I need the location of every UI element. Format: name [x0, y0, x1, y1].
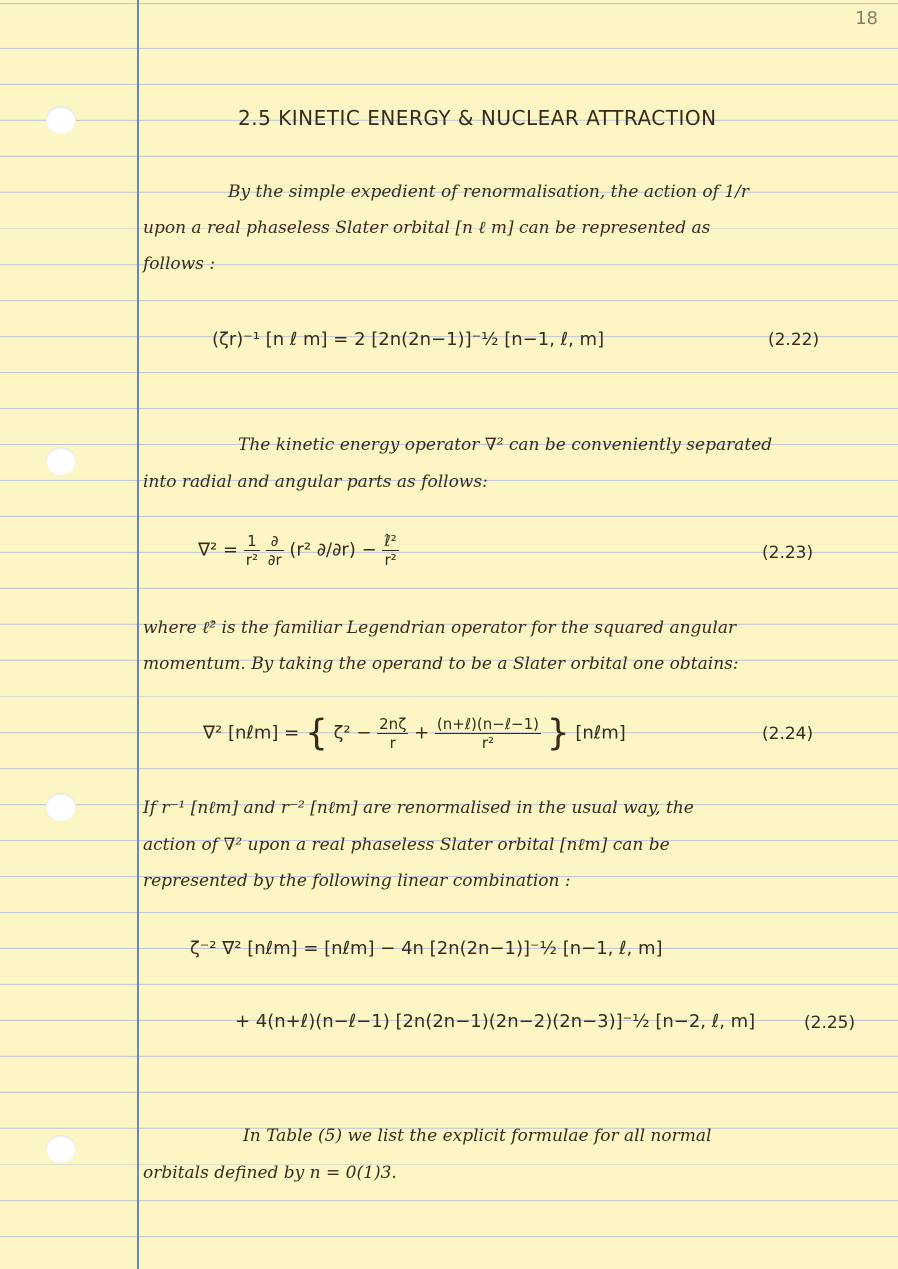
equation-2-24 [203, 712, 626, 754]
equation-2-23 [198, 532, 399, 569]
eq223-fraction-2 [266, 532, 284, 569]
para5-line1: In Table (5) we list the explicit formulae for all normal [243, 1126, 712, 1146]
punch-hole [46, 793, 76, 821]
equation-number-2-24: (2.24) [762, 724, 814, 744]
para1-line1: By the simple expedient of renormalisation, the action of 1/r [228, 182, 749, 202]
eq224-f2-num: (n+ℓ)(n−ℓ−1) [436, 715, 539, 733]
eq224-brace-close: } [546, 712, 570, 754]
eq223-minus: − [361, 539, 377, 561]
para3-line1: where ℓ̂² is the familiar Legendrian operator for the squared angular [143, 618, 737, 638]
eq224-rhs: [nℓm] [575, 722, 626, 744]
para2-line2: into radial and angular parts as follows: [143, 472, 488, 492]
eq223-lhs: ∇² = [198, 539, 239, 561]
eq224-f2-den: r² [481, 734, 495, 752]
eq224-fraction-1 [377, 715, 408, 752]
punch-hole [46, 447, 76, 475]
eq223-paren: (r² ∂/∂r) [289, 539, 356, 561]
para5-line2: orbitals defined by n = 0(1)3. [143, 1163, 397, 1183]
eq224-brace-open: { [304, 712, 328, 754]
para4-line3: represented by the following linear combination : [143, 871, 571, 891]
equation-2-22: (ζr)⁻¹ [n ℓ m] = 2 [2n(2n−1)]⁻½ [n−1, ℓ, m] [212, 329, 605, 350]
eq224-f1-num: 2nζ [379, 715, 407, 733]
eq223-f1-num: 1 [244, 532, 260, 551]
equation-number-2-25: (2.25) [804, 1013, 856, 1033]
punch-hole [46, 1135, 76, 1163]
eq223-f2-num: ∂ [266, 532, 284, 551]
eq223-f3-den: r² [384, 551, 397, 569]
punch-hole [46, 106, 76, 134]
eq223-f1-den: r² [245, 551, 258, 569]
para1-line3: follows : [143, 254, 216, 274]
eq223-f3-num: ℓ̂² [384, 532, 397, 550]
para4-line1: If r⁻¹ [nℓm] and r⁻² [nℓm] are renormalised in the usual way, the [143, 798, 694, 818]
section-title: 2.5 KINETIC ENERGY & NUCLEAR ATTRACTION [238, 106, 717, 130]
eq224-plus: + [414, 722, 430, 744]
equation-2-25-line2: + 4(n+ℓ)(n−ℓ−1) [2n(2n−1)(2n−2)(2n−3)]⁻½ [n−2, ℓ, m] [235, 1011, 756, 1032]
eq224-term1: ζ² − [333, 722, 372, 744]
margin-line [137, 0, 139, 1269]
equation-2-25-line1: ζ⁻² ∇² [nℓm] = [nℓm] − 4n [2n(2n−1)]⁻½ [n−1, ℓ, m] [190, 938, 663, 959]
para4-line2: action of ∇² upon a real phaseless Slater orbital [nℓm] can be [143, 835, 670, 855]
eq223-fraction-1 [244, 532, 260, 569]
eq224-fraction-2 [435, 715, 541, 752]
para3-line2: momentum. By taking the operand to be a Slater orbital one obtains: [143, 654, 739, 674]
eq224-lhs: ∇² [nℓm] = [203, 722, 300, 744]
eq224-f1-den: r [389, 734, 396, 752]
equation-number-2-22: (2.22) [768, 330, 820, 350]
eq223-fraction-3 [382, 532, 398, 569]
eq223-f2-den: ∂r [267, 551, 282, 569]
page-number: 18 [855, 8, 878, 29]
para2-line1: The kinetic energy operator ∇² can be conveniently separated [238, 435, 773, 455]
equation-number-2-23: (2.23) [762, 543, 814, 563]
para1-line2: upon a real phaseless Slater orbital [n ℓ m] can be represented as [143, 218, 711, 238]
